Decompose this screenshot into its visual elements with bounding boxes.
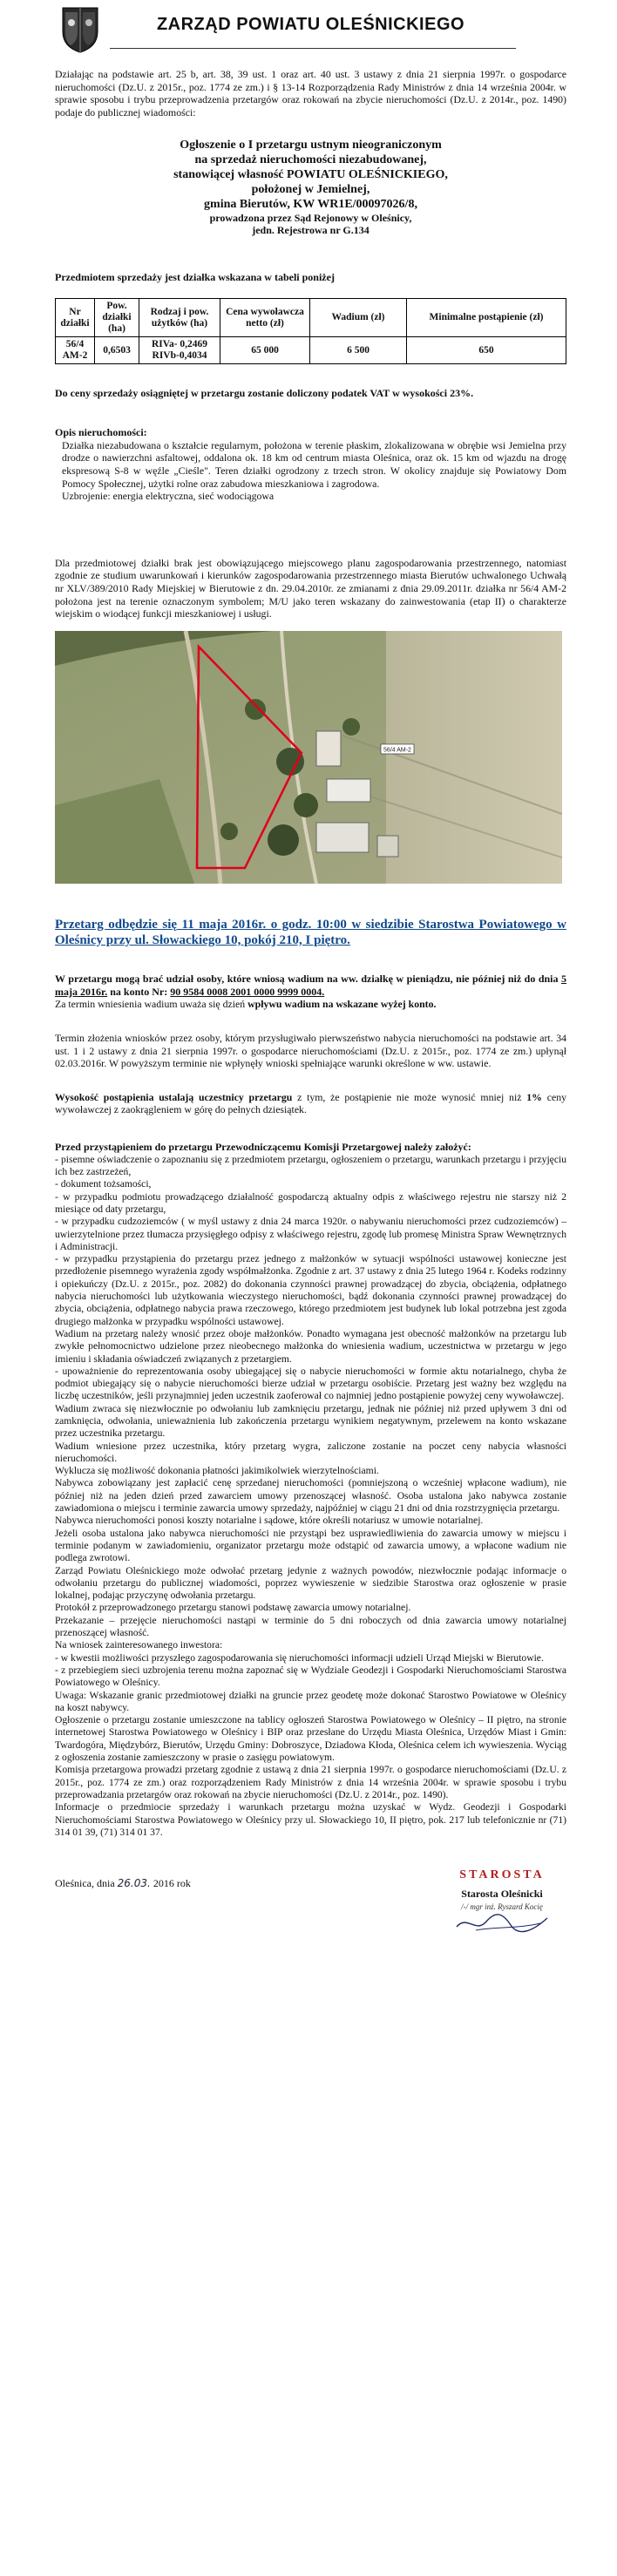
plot-number-cell: 56/4 AM-2 — [56, 337, 95, 364]
list-item: - w kwestii możliwości przyszłego zagospodarowania się nieruchomości informacji udzieli Urząd Miejski w Bierutowie. — [55, 1651, 544, 1664]
price-cell: 65 000 — [220, 337, 310, 364]
document-header — [55, 0, 566, 63]
list-item: Przekazanie – przejęcie nieruchomości nastąpi w terminie do 5 dni roboczych od dnia zawarcia umowy notarialnej przenoszącej własność. — [55, 1614, 566, 1639]
utilities-text: Uzbrojenie: energia elektryczna, sieć wodociągowa — [62, 490, 275, 503]
deposit-receipt-emphasis: wpływu wadium na wskazane wyżej konto. — [247, 998, 437, 1011]
official-stamp — [437, 1868, 566, 1940]
auction-date-notice: Przetarg odbędzie się 11 maja 2016r. o godz. 10:00 w siedzibie Starostwa Powiatowego w Oleśnicy przy ul. Słowackiego 10, pokój 210, I piętro. — [55, 917, 566, 947]
list-item: Nabywca zobowiązany jest zapłacić cenę sprzedanej nieruchomości (pomniejszoną o wcześniej wpłacone wadium), nie później niż na jeden dzień przed zawarciem umowy przenoszącej własność. Osoba ustalona jako nabywca zostanie zawiadomiona o miejscu i terminie zawarcia umowy sprzedaży, najpóźniej w ciągu 21 dni od dnia rozstrzygnięcia przetargu. — [55, 1477, 566, 1515]
deposit-cell: 6 500 — [310, 337, 407, 364]
header-divider — [110, 48, 516, 49]
description-text: Działka niezabudowana o kształcie regularnym, położona w terenie płaskim, zlokalizowana w obrębie wsi Jemielna przy drodze o nawierzchni asfaltowej, oddalona ok. 18 km od centrum miasta Oleśnica, oraz ok. 15 km od wjazdu na drogę ekspresową S-8 w węźle „Cieśle". Teren działki ogrodzony z trzech stron. W okolicy znajduje się Powiatowy Dom Pomocy Społecznej, użytki rolne oraz zabudowa mieszkaniowa i zagrodowa. — [62, 438, 566, 490]
zoning-paragraph: Dla przedmiotowej działki brak jest obowiązującego miejscowego planu zagospodarowania przestrzennego, natomiast zgodnie ze studium uwarunkowań i kierunków zagospodarowania przestrzennego miasta Bierutów uchwalonego Uchwałą nr XLV/389/2010 Rady Miejskiej w Bierutowie z dn. 29.04.2010r. ze zmianami z dnia 29.09.2011r. działka nr 56/4 AM-2 położona jest na terenie oznaczonym symbolem; M/U jako teren wskazany do zainwestowania (etap II) o charakterze wiejskim o wiodącej funkcji mieszkaniowej i usługi. — [55, 556, 566, 620]
deposit-deadline: 5 maja 2016r. — [55, 972, 566, 998]
list-item: Wyklucza się możliwość dokonania płatności jakimikolwiek wierzytelnościami. — [55, 1465, 379, 1477]
announcement-line: Ogłoszenie o I przetargu ustnym nieograniczonym — [180, 139, 442, 153]
list-item: Jeżeli osoba ustalona jako nabywca nieruchomości nie przystąpi bez usprawiedliwienia do zawarcia umowy w miejscu i terminie podanym w zawiadomieniu, organizator przetargu może odstąpić od zawarcia umowy, a wpłacone wadium nie podlega zwrotowi. — [55, 1527, 566, 1564]
increment-paragraph — [55, 1091, 566, 1116]
table-header-cell: Pow. działki (ha) — [95, 299, 139, 337]
list-item: Nabywca nieruchomości ponosi koszty notarialne i sądowe, które określi notariusz w umowie notarialnej. — [55, 1515, 484, 1527]
aerial-photo — [55, 631, 562, 884]
table-header-cell: Rodzaj i pow. użytków (ha) — [139, 299, 220, 337]
list-item: Zarząd Powiatu Oleśnickiego może odwołać przetarg jedynie z ważnych powodów, niezwłocznie podając informacje o odwołaniu przetargu do publicznej wiadomości, poprzez wywieszenie w siedzibie Starostwa oraz ogłoszenie w prasie lokalnej, podając przyczynę odwołania przetargu. — [55, 1564, 566, 1602]
subject-heading: Przedmiotem sprzedaży jest działka wskazana w tabeli poniżej — [55, 271, 335, 284]
stamp-name: /-/ mgr inż. Ryszard Kocię — [461, 1902, 543, 1912]
list-item: Informacje o przedmiocie sprzedaży i warunkach przetargu można uzyskać w Wydz. Geodezji i Gospodarki Nieruchomościami Starostwa Powiatowego w Oleśnicy przy ul. Słowackiego 10, II piętro, pok. 217 lub telefonicznie nr (71) 314 01 39, (71) 314 01 37. — [55, 1801, 566, 1838]
table-header-cell: Nr działki — [56, 299, 95, 337]
table-header-row — [56, 299, 566, 337]
description-heading: Opis nieruchomości: — [55, 425, 147, 438]
deposit-receipt-text: Za termin wniesienia wadium uważa się dzień — [55, 998, 246, 1011]
handwritten-date: 26.03. — [117, 1877, 151, 1890]
priority-term-note: Termin złożenia wniosków przez osoby, którym przysługiwało pierwszeństwo nabycia nieruchomości na podstawie art. 34 ust. 1 i 2 ustawy z dnia 21 sierpnia 1997r. o gospodarce nieruchomościami (Dz.U. z 2015r., poz. 1774 ze zm.) upłynął 02.03.2016r. W powyższym terminie nie wpłynęły wnioski spełniające warunki określone w ww. ustawie. — [55, 1032, 566, 1070]
list-item: Na wniosek zainteresowanego inwestora: — [55, 1639, 223, 1651]
list-item: Ogłoszenie o przetargu zostanie umieszczone na tablicy ogłoszeń Starostwa Powiatowego w Oleśnicy – II piętro, na stronie internetowej Starostwa Powiatowego w Oleśnicy i BIP oraz przesłane do Urzędu Miasta Oleśnica, Urzędów Miast i Gmin: Twardogóra, Międzybórz, Bierutów, Urzędu Gminy: Dobroszyce, Dziadowa Kłoda, Oleśnica celem ich wywieszenia. Wyciąg z ogłoszenia zostanie zamieszczony w prasie o zasięgu powiatowym. — [55, 1714, 566, 1764]
land-use-line: RIVb-0,4034 — [152, 350, 207, 362]
increment-emphasis: Wysokość postąpienia ustalają uczestnicy przetargu — [55, 1090, 293, 1103]
announcement-line: jedn. Rejestrowa nr G.134 — [252, 224, 370, 237]
announcement-line: gmina Bierutów, KW WR1E/00097026/8, — [204, 198, 417, 212]
place-and-date — [55, 1877, 191, 1890]
announcement-line: położonej w Jemielnej, — [251, 183, 370, 197]
announcement-heading — [55, 138, 566, 236]
signoff-block — [55, 1868, 566, 1956]
announcement-line: stanowiącej własność POWIATU OLEŚNICKIEGO, — [173, 168, 448, 182]
requirements-heading: Przed przystąpieniem do przetargu Przewodniczącemu Komisji Przetargowej należy założyć: — [55, 1140, 471, 1153]
land-use-cell — [139, 337, 220, 364]
table-header-cell: Cena wywoławcza netto (zł) — [220, 299, 310, 337]
list-item: Protokół z przeprowadzonego przetargu stanowi podstawę zawarcia umowy notarialnej. — [55, 1602, 411, 1614]
plot-area-cell: 0,6503 — [95, 337, 139, 364]
plot-table — [55, 298, 566, 364]
bank-account-number: 90 9584 0008 2001 0000 9999 0004. — [170, 985, 325, 998]
list-item: - pisemne oświadczenie o zapoznaniu się z przedmiotem przetargu, ogłoszeniem o przetargu, warunkach przetargu i przyjęciu ich bez zastrzeżeń, — [55, 1153, 566, 1178]
vat-note: Do ceny sprzedaży osiągniętej w przetargu zostanie doliczony podatek VAT w wysokości 23%. — [55, 387, 474, 400]
page-title: ZARZĄD POWIATU OLEŚNICKIEGO — [156, 15, 465, 34]
increment-text: ceny wywoławczej z zaokrągleniem w górę do pełnych dziesiątek. — [55, 1090, 566, 1116]
increment-text: z tym, że postąpienie nie może wynosić mniej niż — [297, 1090, 522, 1103]
stamp-subtitle: Starosta Oleśnicki — [461, 1888, 543, 1901]
announcement-line: na sprzedaż nieruchomości niezabudowanej, — [194, 153, 427, 167]
table-header-cell: Wadium (zł) — [310, 299, 407, 337]
table-row — [56, 337, 566, 364]
handwritten-signature — [450, 1911, 554, 1935]
deposit-receipt-note — [55, 998, 566, 1011]
deposit-text: W przetargu mogą brać udział osoby, które wniosą wadium na ww. działkę w pieniądzu, nie później niż do dnia — [55, 972, 559, 985]
list-item: - w przypadku cudzoziemców ( w myśl ustawy z dnia 24 marca 1920r. o nabywaniu nieruchomości przez cudzoziemców) – uwierzytelnione przez tłumacza przysięgłego odpisy z właściwego rejestru, zgodę lub promesę Ministra Spraw Wewnętrznych i Administracji. — [55, 1216, 566, 1252]
increment-percent: 1% — [526, 1090, 542, 1103]
year-text: 2016 rok — [153, 1877, 191, 1890]
deposit-paragraph — [55, 973, 566, 999]
list-item: - w przypadku podmiotu prowadzącego działalność gospodarczą aktualny odpis z właściwego rejestru nie starszy niż 2 miesiące od daty przetargu, — [55, 1190, 566, 1215]
list-item: - dokument tożsamości, — [55, 1178, 152, 1190]
list-item: - upoważnienie do reprezentowania osoby ubiegającej się o nabycie nieruchomości w formie aktu notarialnego, chyba że podmiot ubiegający się o nabycie nieruchomości bierze udział w przetargu osobiście. Przetarg jest ważny bez względu na liczbę uczestników, jeśli przynajmniej jeden uczestnik zaoferował co najmniej jedno postąpienie powyżej ceny wywoławczej. — [55, 1365, 566, 1402]
increment-cell: 650 — [407, 337, 566, 364]
land-use-line: RIVa- 0,2469 — [151, 339, 208, 350]
table-header-cell: Minimalne postąpienie (zł) — [407, 299, 566, 337]
list-item: - z przebiegiem sieci uzbrojenia terenu można zapoznać się w Wydziale Geodezji i Gospodarki Nieruchomościami Starostwa Powiatowego w Oleśnicy. — [55, 1664, 566, 1689]
place-text: Oleśnica, dnia — [55, 1877, 115, 1890]
aerial-photo-image — [55, 631, 562, 884]
announcement-line: prowadzona przez Sąd Rejonowy w Oleśnicy, — [209, 212, 412, 225]
list-item: Wadium na przetarg należy wnosić przez oboje małżonków. Ponadto wymagana jest obecność małżonków na przetargu lub zwykłe pełnomocnictwo udzielone przez nieobecnego małżonka do wniesienia wadium, uczestnictwa w przetargu w jego imieniu i składania oświadczeń związanych z przetargiem. — [55, 1327, 566, 1365]
list-item: Komisja przetargowa prowadzi przetarg zgodnie z ustawą z dnia 21 sierpnia 1997r. o gospodarce nieruchomościami (Dz.U. z 2015r., poz. 1774 ze zm.) oraz rozporządzeniem Rady Ministrów z dnia 14 września 2004r. w sprawie sposobu i trybu przeprowadzania przetargów oraz rokowań na zbycie nieruchomości (Dz.U. z 2014r., poz. 1490). — [55, 1764, 566, 1800]
list-item: - w przypadku przystąpienia do przetargu przez jednego z małżonków w sytuacji wspólności ustawowej konieczne jest przedłożenie pisemnego wyrażenia zgody współmałżonka. Zgodnie z art. 37 ustawy z dnia 25 lutego 1964 r. Kodeks rodzinny i opiekuńczy (Dz.U. z 2015r., poz. 2082) do dokonania czynności prawnej prowadzącej do zbycia, obciążenia, odpłatnego nabycia nieruchomości lub użytkowania wieczystego nieruchomości, bądź dokonania czynności prawnej prowadzącej do zbycia, obciążenia, odpłatnego nabycia prawa rzeczowego, którego przedmiotem jest budynek lub lokal potrzebna jest zgoda drugiego małżonka w przypadku wspólności ustawowej. — [55, 1253, 566, 1327]
list-item: Wadium zwraca się niezwłocznie po odwołaniu lub zamknięciu przetargu, jednak nie później niż przed upływem 3 dni od zamknięcia, odwołania, unieważnienia lub zakończenia przetargu wynikiem negatywnym, przelewem na konto wskazane przez uczestnika przetargu. — [55, 1402, 566, 1440]
list-item: Uwaga: Wskazanie granic przedmiotowej działki na gruncie przez geodetę może dokonać Starostwo Powiatowe w Oleśnicy na koszt nabywcy. — [55, 1689, 566, 1713]
legal-basis-paragraph: Działając na podstawie art. 25 b, art. 38, 39 ust. 1 oraz art. 40 ust. 3 ustawy z dnia 21 sierpnia 1997r. o gospodarce nieruchomości (Dz.U. z 2015r., poz. 1774 ze zm.) i § 13-14 Rozporządzenia Rady Ministrów z dnia 14 września 2004r. w sprawie sposobu i trybu przeprowadzenia przetargów oraz rokowań na zbycie nieruchomości (Dz.U. z 2014r., poz. 1490) podaje do publicznej wiadomości: — [55, 68, 566, 119]
deposit-text: na konto Nr: — [110, 985, 168, 998]
requirements-list — [55, 1154, 566, 1839]
list-item: Wadium wniesione przez uczestnika, który przetarg wygra, zaliczone zostanie na poczet ceny nabycia własności nieruchomości. — [55, 1440, 566, 1464]
stamp-title: STAROSTA — [459, 1868, 545, 1882]
plot-map-label: 56/4 AM-2 — [383, 747, 411, 754]
